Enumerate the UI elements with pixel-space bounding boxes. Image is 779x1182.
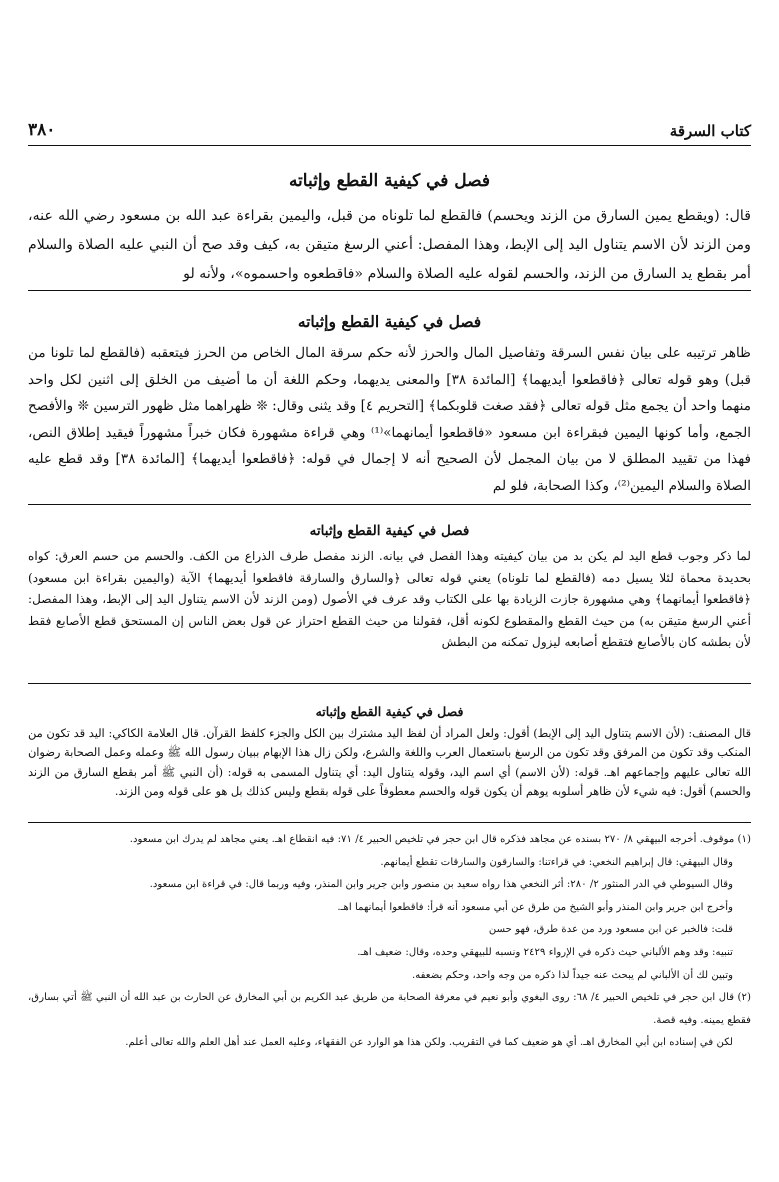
section-commentary-2 — [28, 520, 751, 654]
footnotes — [28, 822, 751, 1055]
footnote-line: تنبيه: وقد وهم الألباني حيث ذكره في الإرواء ٢٤٢٩ ونسبه للبيهقي وحده، وقال: ضعيف اهـ. — [357, 946, 733, 958]
section-commentary-1 — [28, 310, 751, 499]
section-body: قال: (ويقطع يمين السارق من الزند ويحسم) فالقطع لما تلوناه من قبل، واليمين بقراءة عبد الله بن مسعود رضي الله عنه، ومن الزند لأن الاسم يتناول اليد إلى الإبط، وهذا المفصل: أعني الرسغ متيقن به، كيف وقد صح أن النبي عليه الصلاة والسلام أمر بقطع يد السارق من الزند، والحسم لقوله عليه الصلاة والسلام «فاقطعوه واحسموه»، ولأنه لو — [28, 208, 751, 282]
section-matn — [28, 168, 751, 289]
footnote-line: وقال البيهقي: قال إبراهيم النخعي: في قراءتنا: والسارقون والسارقات تقطع أيمانهم. — [380, 856, 733, 868]
footnote-line: لكن في إسناده ابن أبي المخارق اهـ. أي هو ضعيف كما في التقريب. ولكن هذا هو الوارد عن الفقهاء، وعليه العمل عند أهل العلم والله تعالى أعلم. — [125, 1037, 733, 1049]
section-divider — [28, 504, 751, 505]
page-number: ٣٨٠ — [28, 120, 56, 140]
section-divider — [28, 683, 751, 684]
footnote-2: (٢) قال ابن حجر في تلخيص الحبير ٤/ ٦٨: روى البغوي وأبو نعيم في معرفة الصحابة من طريق عبد الكريم بن أبي المخارق عن الحارث بن عبد الله أن النبي ﷺ أتي بسارق، فقطع يمينه. وفيه قصة. — [28, 992, 751, 1026]
section-heading: فصل في كيفية القطع وإثباته — [288, 171, 491, 191]
footnote-line: وأخرج ابن جرير وابن المنذر وأبو الشيخ من طرق عن أبي مسعود أنه قرأ: فاقطعوا أيمانهما اهـ. — [337, 901, 733, 913]
section-heading: فصل في كيفية القطع وإثباته — [315, 704, 464, 719]
section-body: قال المصنف: (لأن الاسم يتناول اليد إلى الإبط) أقول: ولعل المراد أن لفظ اليد مشترك بين الكل والجزء كلفظ القرآن. قال العلامة الكاكي: اليد قد تكون من المنكب وقد تكون من المرفق وقد تكون من الرسغ باستعمال العرب واللغة والشرع، ولكن زال هذا الإبهام ببيان رسول الله ﷺ وعمله وعمل الصحابة رضوان الله تعالى عليهم وإجماعهم اهـ. قوله: (لأن الاسم) أي اسم اليد، وقوله يتناول اليد: أي يتناول المسمى به قوله: (أن النبي ﷺ أمر بقطع السارق من الزند والحسم) أقول: فيه شيء لأن ظاهر أسلوبه يوهم أن يكون قوله والحسم معطوفاً على قوله بقطع وليس كذلك بل هو على قوله ومن الزند. — [28, 727, 751, 799]
section-divider — [28, 290, 751, 291]
footnote-line: وتبين لك أن الألباني لم يبحث عنه جيداً لذا ذكره من وجه واحد، وحكم بضعفه. — [411, 969, 733, 981]
footnote-1: (١) موقوف. أخرجه البيهقي ٨/ ٢٧٠ بسنده عن مجاهد فذكره قال ابن حجر في تلخيص الحبير ٤/ ٧١: فيه انقطاع اهـ. يعني مجاهد لم يدرك ابن مسعود. — [129, 834, 751, 845]
footnote-line: قلت: فالخبر عن ابن مسعود ورد من عدة طرق، فهو حسن — [488, 924, 733, 936]
section-body: ظاهر ترتيبه على بيان نفس السرقة وتفاصيل المال والحرز لأنه حكم سرقة المال الخاص من الحرز فيتعقبه (فالقطع لما تلونا من قبل) وهو قوله تعالى ﴿فاقطعوا أيديهما﴾ [المائدة ٣٨] والمعنى يديهما، وحكم اللغة أن ما أضيف من الخلق إلى اثنين لكل واحد منهما واحد أن يجمع مثل قوله تعالى ﴿فقد صغت قلوبكما﴾ [التحريم ٤] وقد يثنى وقال: ❊ ظهراهما مثل ظهور الترسين ❊ والأفصح الجمع، وأما كونها اليمين فبقراءة ابن مسعود «فاقطعوا أيمانهما»⁽¹⁾ وهي قراءة مشهورة فكان خبراً مشهوراً فيقيد إطلاق النص، فهذا من تقييد المطلق لا من بيان المجمل لأن الصحيح أنه لا إجمال في قوله: ﴿فاقطعوا أيديهما﴾ [المائدة ٣٨] وقد قطع عليه الصلاة والسلام اليمين⁽²⁾، وكذا الصحابة، فلو لم — [28, 345, 751, 494]
running-head — [28, 112, 751, 146]
footnote-line: وقال السيوطي في الدر المنثور ٢/ ٢٨٠: أثر النخعي هذا رواه سعيد بن منصور وابن جرير وابن المنذر، وفيه وربما قال: في قراءة ابن مسعود. — [149, 879, 733, 891]
section-commentary-3 — [28, 702, 751, 802]
section-body: لما ذكر وجوب قطع اليد لم يكن بد من بيان كيفيته وهذا الفصل في بيانه. الزند مفصل طرف الذراع من الكف. والحسم من حسم العرق: كواه بحديدة محماة لئلا يسيل دمه (فالقطع لما تلوناه) يعني قوله تعالى ﴿والسارق والسارقة فاقطعوا أيديهما﴾ الآية (واليمين بقراءة ابن مسعود) ﴿فاقطعوا أيمانهما﴾ وهي مشهورة جازت الزيادة بها على الكتاب وقد عرف في الأصول (ومن الزند لأن الاسم يتناول اليد إلى الإبط، وهذا المفصل: أعني الرسغ متيقن به) من حيث القطع والمقطوع لكونه أقل، فقولنا من حيث القطع احتراز عن قول بعض الناس إن المستحق قطع الأصابع فقط لأن بطشه كان بالأصابع فتقطع أصابعه ليزول تمكنه من البطش — [28, 549, 751, 649]
footnote-divider — [28, 822, 751, 823]
chapter-title: كتاب السرقة — [669, 122, 751, 140]
section-heading: فصل في كيفية القطع وإثباته — [309, 523, 470, 539]
section-heading: فصل في كيفية القطع وإثباته — [297, 312, 482, 331]
